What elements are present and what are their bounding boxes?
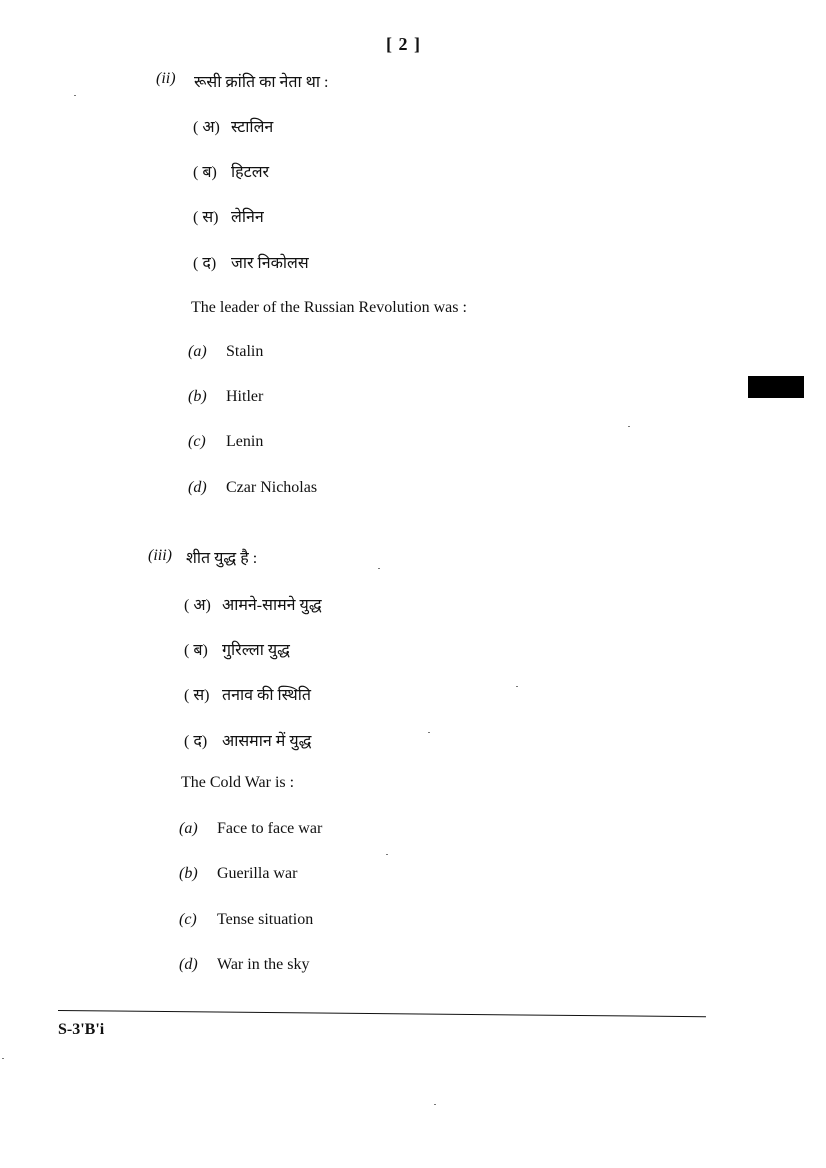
question-text-english: The Cold War is :: [181, 774, 295, 791]
option-hindi: [184, 593, 322, 615]
option-label: ( ब): [193, 164, 217, 181]
option-label: ( अ): [184, 597, 211, 614]
option-hindi: [184, 638, 290, 660]
option-text: Guerilla war: [217, 865, 298, 882]
option-label: (b): [179, 865, 198, 882]
option-label: (a): [188, 343, 207, 360]
option-label: ( स): [193, 209, 219, 226]
option-text: गुरिल्ला युद्ध: [222, 642, 290, 659]
option-label: ( द): [193, 255, 217, 272]
option-label: (d): [188, 479, 207, 496]
option-label: (c): [179, 911, 197, 928]
footer-rule: [58, 1010, 706, 1017]
option-text: Stalin: [226, 343, 264, 360]
option-text: लेनिन: [231, 209, 264, 226]
page-number: [ 2 ]: [386, 34, 421, 54]
scan-speck: [516, 686, 518, 687]
option-label: (b): [188, 388, 207, 405]
scan-speck: [386, 854, 388, 855]
option-text: Tense situation: [217, 911, 314, 928]
option-text: जार निकोलस: [231, 255, 309, 272]
scan-speck: [74, 95, 76, 96]
option-label: (d): [179, 956, 198, 973]
option-text: आमने-सामने युद्ध: [222, 597, 322, 614]
question-number: (ii): [156, 70, 176, 87]
question-text-hindi: शीत युद्ध है :: [186, 550, 258, 567]
question-text-english: The leader of the Russian Revolution was :: [191, 299, 467, 316]
option-label: ( स): [184, 687, 210, 704]
question-text-hindi: रूसी क्रांति का नेता था :: [194, 74, 329, 91]
option-hindi: [193, 251, 309, 273]
question-number: (iii): [148, 547, 172, 564]
option-text: War in the sky: [217, 956, 310, 973]
option-text: Lenin: [226, 433, 264, 450]
option-text: स्टालिन: [231, 119, 274, 136]
option-hindi: [193, 115, 273, 137]
option-english: [179, 865, 297, 883]
redaction-block: [748, 376, 804, 398]
scan-speck: [428, 732, 430, 733]
option-text: आसमान में युद्ध: [222, 733, 312, 750]
scan-speck: [628, 426, 630, 427]
option-text: Hitler: [226, 388, 264, 405]
option-hindi: [193, 205, 264, 227]
option-label: ( द): [184, 733, 208, 750]
option-label: ( अ): [193, 119, 220, 136]
option-label: (a): [179, 820, 198, 837]
option-english: [188, 388, 263, 406]
option-english: [179, 820, 322, 838]
option-text: तनाव की स्थिति: [222, 687, 312, 704]
option-hindi: [184, 729, 311, 751]
option-label: (c): [188, 433, 206, 450]
option-label: ( ब): [184, 642, 208, 659]
footer-code: S-3'B'i: [58, 1021, 105, 1038]
scan-speck: [378, 568, 380, 569]
scan-speck: [2, 1058, 4, 1059]
option-english: [188, 433, 263, 451]
option-english: [188, 479, 317, 497]
option-hindi: [193, 160, 269, 182]
option-english: [179, 956, 309, 974]
option-text: Czar Nicholas: [226, 479, 318, 496]
option-english: [179, 911, 313, 929]
option-text: हिटलर: [231, 164, 270, 181]
option-text: Face to face war: [217, 820, 323, 837]
option-english: [188, 343, 263, 361]
option-hindi: [184, 683, 311, 705]
scan-speck: [434, 1104, 436, 1105]
